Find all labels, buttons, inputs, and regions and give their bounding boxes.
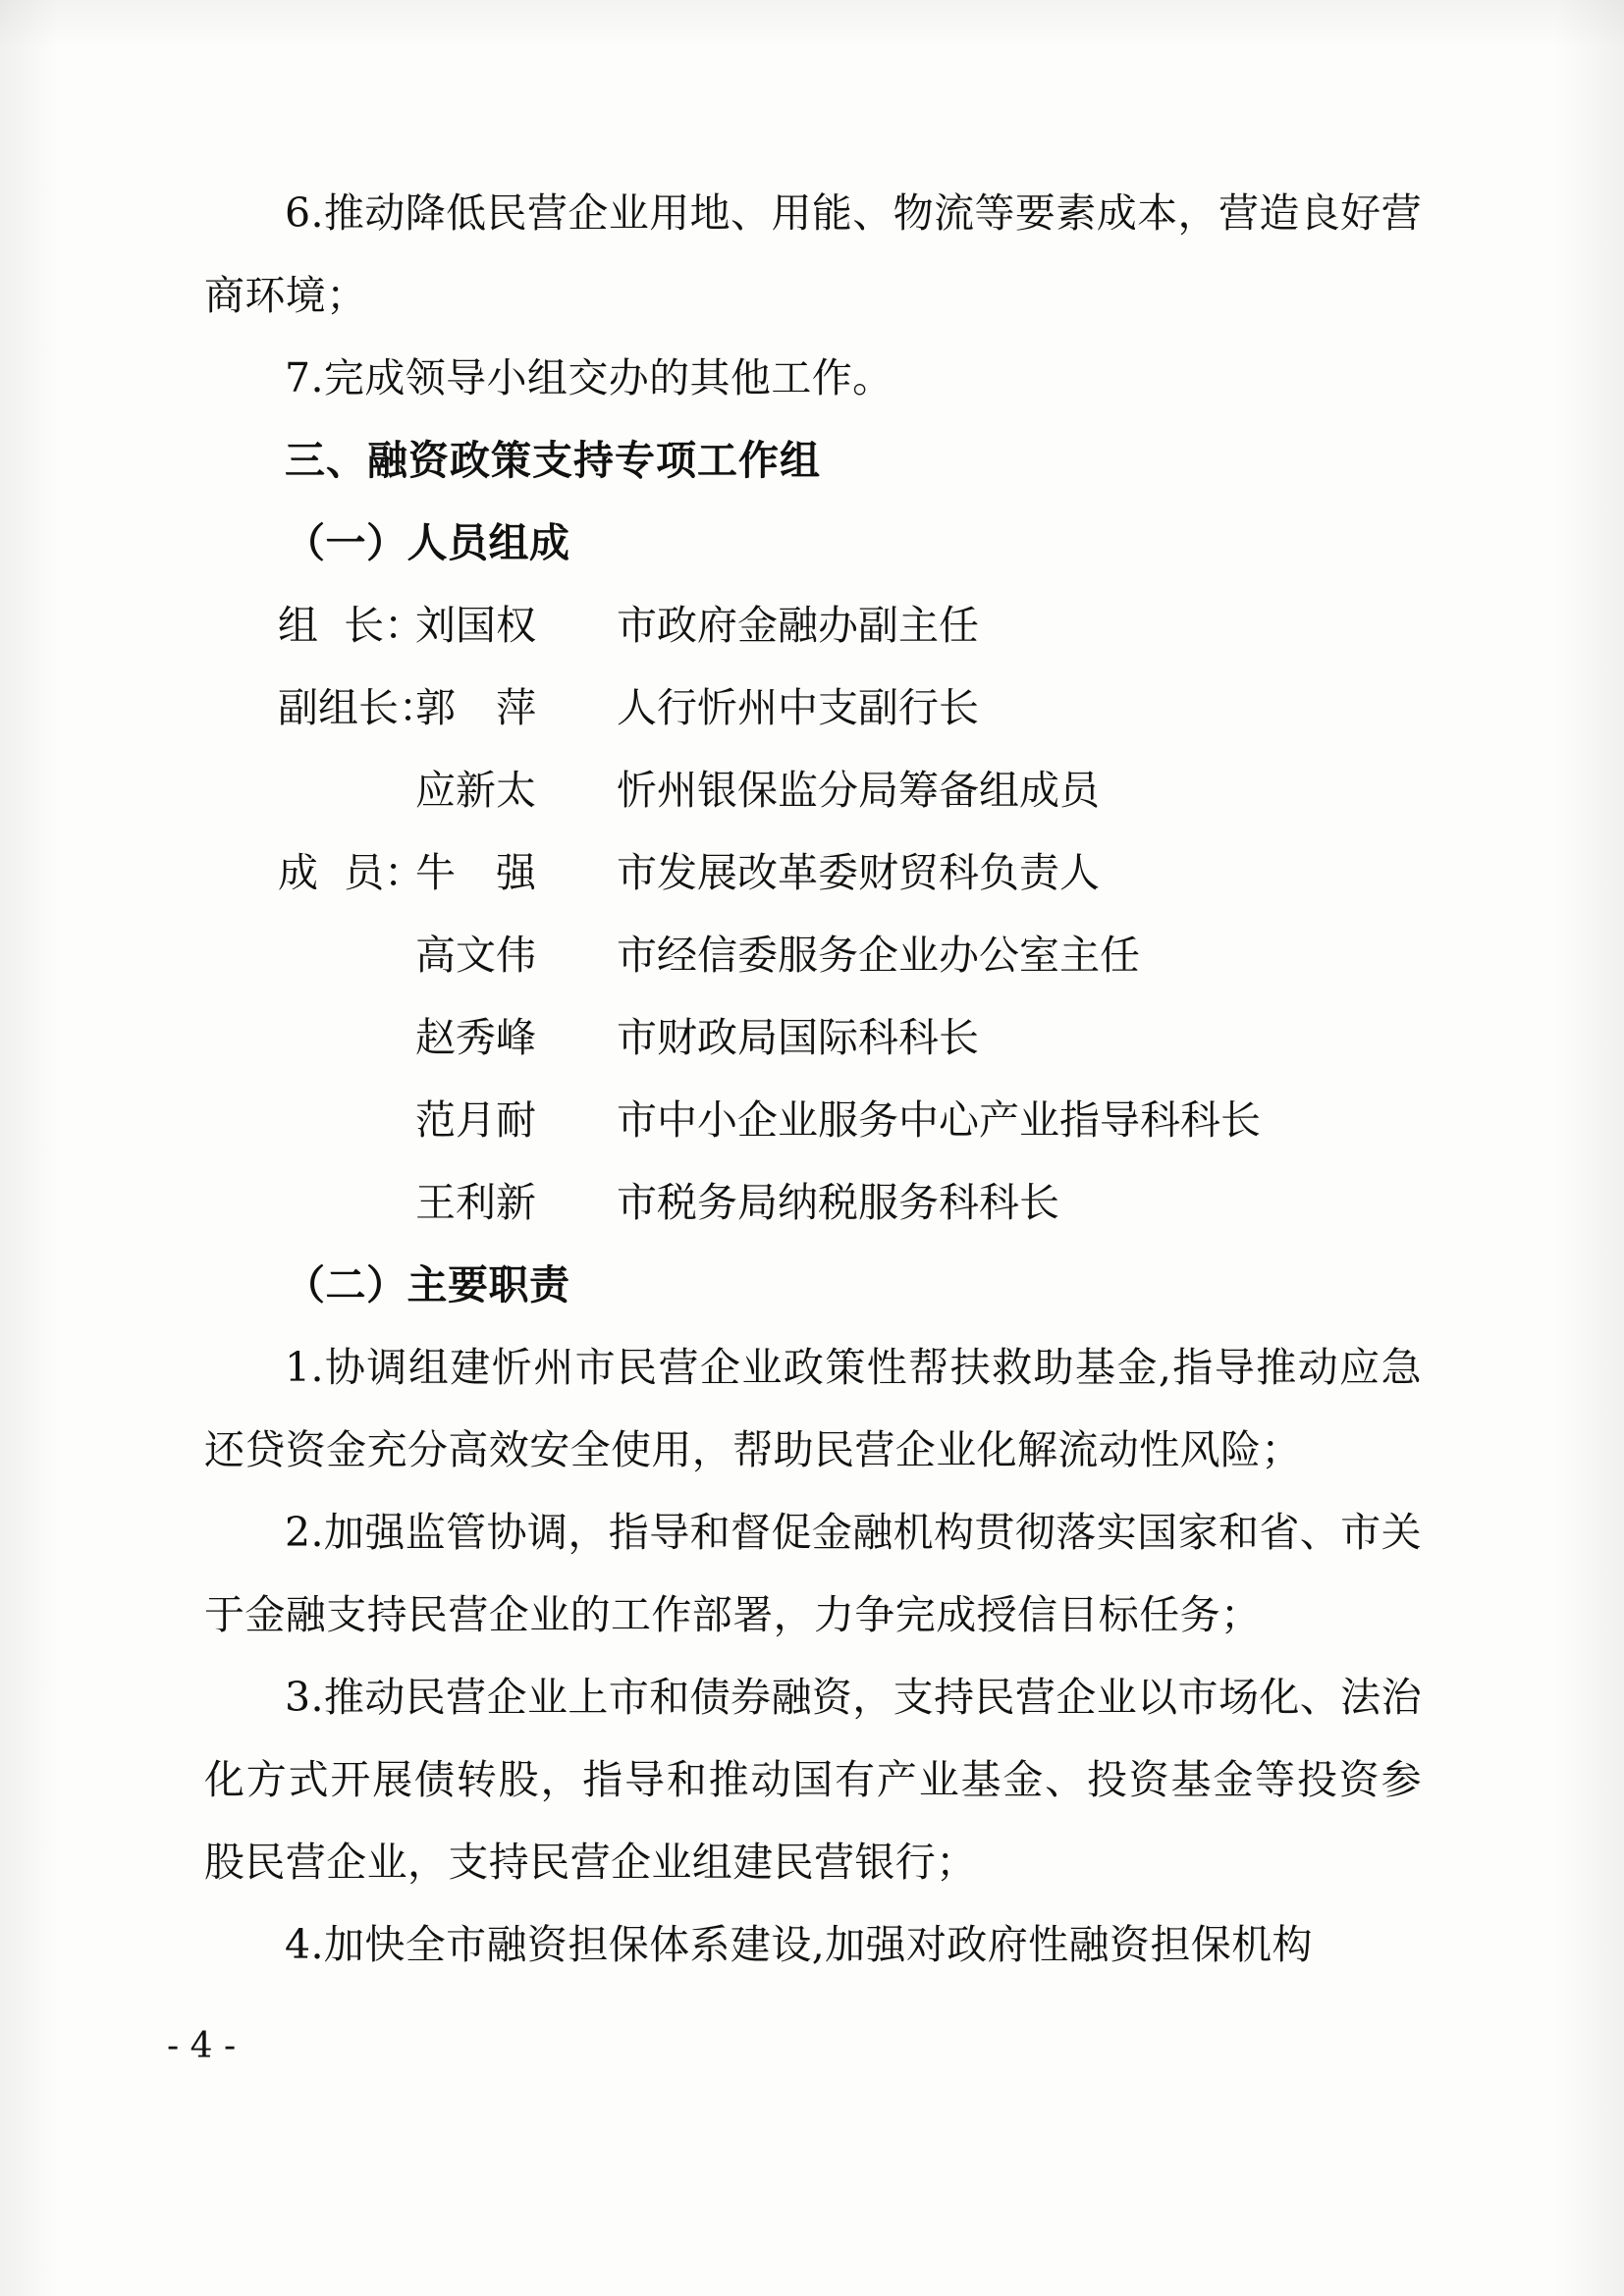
roster-title: 市税务局纳税服务科科长	[617, 1179, 1059, 1226]
paragraph-item-6: 6.推动降低民营企业用地、用能、物流等要素成本，营造良好营商环境；	[204, 189, 1422, 319]
roster-name: 范月耐	[415, 1096, 536, 1144]
paragraph-duty-4: 4.加快全市融资担保体系建设,加强对政府性融资担保机构	[285, 1921, 1313, 1968]
scan-edge-shadow-top	[0, 0, 1624, 49]
roster-role: 成 员：	[278, 849, 425, 896]
roster-title: 人行忻州中支副行长	[617, 684, 979, 731]
roster-row	[204, 749, 1422, 831]
roster-row	[204, 667, 1422, 749]
paragraph-duty-1: 1.协调组建忻州市民营企业政策性帮扶救助基金,指导推动应急还贷资金充分高效安全使用，帮助民营企业化解流动性风险；	[204, 1344, 1422, 1473]
roster-role	[204, 914, 415, 996]
roster-name: 王利新	[415, 1179, 536, 1226]
section-heading-3: 三、融资政策支持专项工作组	[285, 437, 821, 484]
roster-row	[204, 584, 1422, 667]
roster-title: 市财政局国际科科长	[617, 1014, 979, 1061]
paragraph-duty-2: 2.加强监管协调，指导和督促金融机构贯彻落实国家和省、市关于金融支持民营企业的工作部署，力争完成授信目标任务；	[204, 1509, 1422, 1638]
roster-row	[204, 831, 1422, 914]
roster-name: 赵秀峰	[415, 1014, 536, 1061]
roster-name: 牛 强	[415, 849, 536, 896]
personnel-roster	[204, 584, 1422, 1244]
scan-edge-shadow-right	[1555, 0, 1624, 2296]
roster-title: 市政府金融办副主任	[617, 602, 979, 649]
roster-role: 副组长：	[278, 684, 439, 731]
scan-edge-shadow-left	[0, 0, 59, 2296]
subsection-heading-duties: （二）主要职责	[285, 1261, 570, 1308]
roster-role: 组 长：	[278, 602, 425, 649]
roster-name: 高文伟	[415, 932, 536, 979]
roster-title: 市经信委服务企业办公室主任	[617, 932, 1140, 979]
roster-title: 忻州银保监分局筹备组成员	[617, 767, 1100, 814]
roster-role	[204, 1161, 415, 1244]
paragraph-item-7: 7.完成领导小组交办的其他工作。	[285, 354, 893, 401]
roster-title: 市发展改革委财贸科负责人	[617, 849, 1100, 896]
document-body	[204, 172, 1422, 1986]
paragraph-duty-3: 3.推动民营企业上市和债券融资，支持民营企业以市场化、法治化方式开展债转股，指导和推动国有产业基金、投资基金等投资参股民营企业，支持民营企业组建民营银行；	[204, 1674, 1422, 1886]
roster-name: 郭 萍	[415, 684, 536, 731]
roster-row	[204, 1161, 1422, 1244]
roster-row	[204, 914, 1422, 996]
roster-row	[204, 996, 1422, 1079]
roster-name: 刘国权	[415, 602, 536, 649]
roster-row	[204, 1079, 1422, 1161]
page-number: - 4 -	[167, 2026, 237, 2066]
roster-role	[204, 996, 415, 1079]
roster-title: 市中小企业服务中心产业指导科科长	[617, 1096, 1261, 1144]
roster-name: 应新太	[415, 767, 536, 814]
subsection-heading-personnel: （一）人员组成	[285, 519, 570, 566]
roster-role	[204, 749, 415, 831]
roster-role	[204, 1079, 415, 1161]
